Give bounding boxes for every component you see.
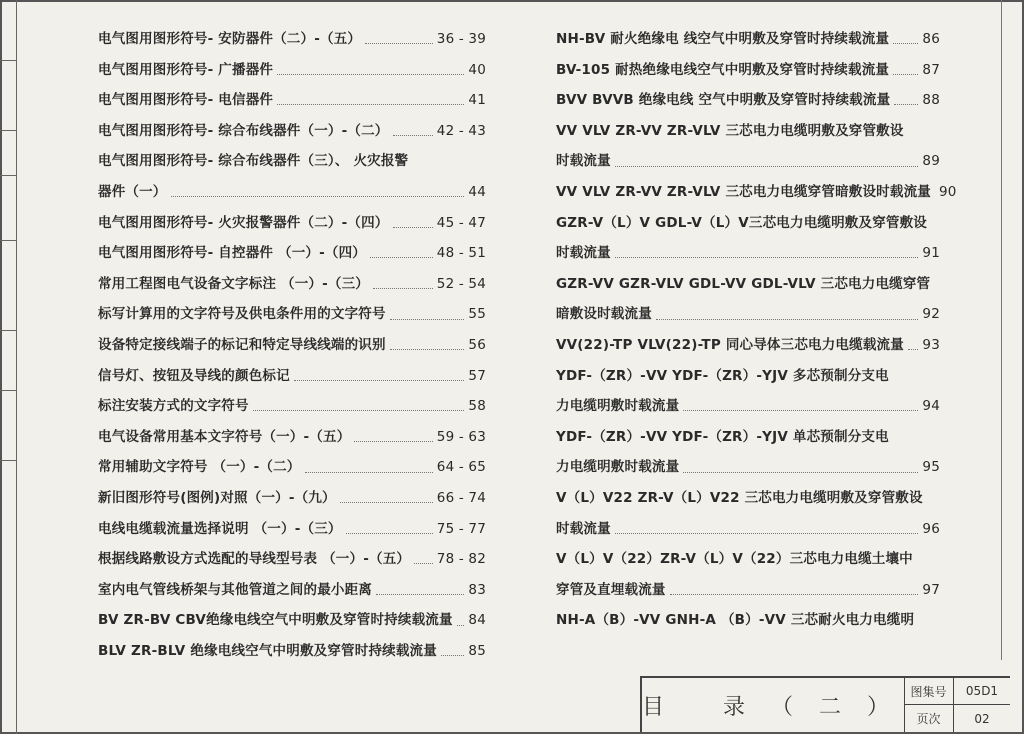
toc-entry-title: 标写计算用的文字符号及供电条件用的文字符号 [98, 306, 386, 323]
toc-entry[interactable] [556, 514, 940, 545]
binding-tick [0, 130, 16, 131]
toc-entry-page: 92 [922, 306, 940, 323]
toc-entry-title: 常用工程图电气设备文字标注 （一）-（三） [98, 275, 370, 292]
toc-entry-page: 40 [468, 61, 486, 78]
toc-left-column [98, 24, 486, 666]
toc-entry-title: 电气图用图形符号- 安防器件（二）-（五） [98, 31, 362, 47]
toc-entry[interactable] [556, 483, 940, 514]
toc-entry[interactable] [556, 544, 940, 575]
title-block [640, 676, 1010, 732]
toc-entry-page: 84 [468, 612, 486, 629]
dot-leader [376, 593, 464, 595]
dot-leader [656, 318, 919, 320]
toc-entry-title: GZR-V（L）V GDL-V（L）V三芯电力电缆明敷及穿管敷设 [556, 214, 927, 231]
toc-entry-page: 91 [922, 245, 940, 262]
toc-entry-title: 电气图用图形符号- 综合布线器件（一）-（二） [98, 122, 389, 139]
dot-leader [615, 532, 919, 534]
page-number-value: 02 [974, 711, 990, 726]
page-number-label: 页次 [904, 705, 954, 732]
toc-entry-title: 电气设备常用基本文字符号（一）-（五） [98, 428, 351, 445]
toc-entry[interactable] [98, 238, 486, 269]
toc-entry-page: 89 [922, 153, 940, 170]
dot-leader [340, 501, 433, 503]
toc-entry[interactable] [98, 575, 486, 606]
toc-entry[interactable] [556, 177, 957, 208]
dot-leader [365, 42, 433, 44]
toc-entry-title: 电气图用图形符号- 火灾报警器件（二）-（四） [98, 214, 389, 231]
toc-entry-title: 电气图用图形符号- 综合布线器件（三）、 火灾报警 [98, 153, 409, 170]
toc-entry[interactable] [98, 636, 486, 667]
toc-entry-title: 时载流量 [556, 520, 611, 537]
toc-entry-page: 52 - 54 [436, 275, 486, 292]
dot-leader [414, 562, 433, 564]
page-title: 目 录（二） [642, 678, 905, 732]
toc-entry[interactable] [556, 55, 940, 86]
dot-leader [277, 73, 464, 75]
toc-entry[interactable] [556, 605, 940, 636]
toc-entry-title: 时载流量 [556, 245, 611, 262]
toc-entry-title: 电气图用图形符号- 自控器件 （一）-（四） [98, 245, 367, 262]
dot-leader [615, 256, 919, 258]
toc-entry-page: 64 - 65 [436, 459, 486, 476]
atlas-number-label: 图集号 [904, 678, 954, 705]
toc-entry-page: 96 [922, 520, 940, 537]
toc-entry[interactable] [556, 575, 940, 606]
toc-entry-title: BV-105 耐热绝缘电线空气中明敷及穿管时持续载流量 [556, 61, 890, 78]
right-margin-line [1001, 0, 1024, 660]
dot-leader [393, 134, 433, 136]
toc-entry[interactable] [98, 269, 486, 300]
toc-right-column [556, 24, 957, 636]
toc-entry-page: 58 [468, 398, 486, 415]
toc-entry-title: YDF-（ZR）-VV YDF-（ZR）-YJV 单芯预制分支电 [556, 428, 889, 445]
dot-leader [894, 103, 918, 105]
toc-entry-title: 电气图用图形符号- 电信器件 [98, 92, 274, 109]
toc-entry-title: 信号灯、按钮及导线的颜色标记 [98, 367, 290, 384]
toc-entry-title: 标注安装方式的文字符号 [98, 398, 249, 415]
toc-entry-page: 59 - 63 [436, 428, 486, 445]
toc-entry-page: 90 [938, 183, 957, 200]
toc-entry[interactable] [98, 605, 486, 636]
toc-entry-page: 48 - 51 [436, 245, 486, 262]
dot-leader [457, 624, 465, 626]
dot-leader [370, 256, 433, 258]
dot-leader [441, 654, 464, 656]
toc-entry[interactable] [556, 330, 940, 361]
toc-entry-page: 86 [922, 31, 940, 47]
dot-leader [277, 103, 464, 105]
dot-leader [893, 42, 918, 44]
toc-entry[interactable] [98, 208, 486, 239]
binding-tick [0, 390, 16, 391]
toc-entry-page: 44 [468, 183, 486, 200]
binding-tick [0, 175, 16, 176]
toc-entry[interactable] [98, 146, 486, 177]
toc-entry-page: 97 [922, 581, 940, 598]
dot-leader [171, 195, 465, 197]
toc-entry-title: 穿管及直埋载流量 [556, 581, 666, 598]
dot-leader [893, 73, 918, 75]
dot-leader [346, 532, 433, 534]
toc-entry-page: 45 - 47 [436, 214, 486, 231]
dot-leader [305, 471, 433, 473]
toc-entry-title: 时载流量 [556, 153, 611, 170]
toc-entry-title: YDF-（ZR）-VV YDF-（ZR）-YJV 多芯预制分支电 [556, 367, 889, 384]
toc-entry-page: 87 [922, 61, 940, 78]
toc-entry-page: 78 - 82 [436, 551, 486, 568]
toc-entry[interactable] [556, 116, 940, 147]
toc-entry-title: 力电缆明敷时载流量 [556, 459, 680, 476]
toc-entry[interactable] [98, 483, 486, 514]
toc-entry-title: VV VLV ZR-VV ZR-VLV 三芯电力电缆明敷及穿管敷设 [556, 122, 904, 139]
binding-margin [0, 0, 17, 734]
toc-entry[interactable] [556, 146, 940, 177]
dot-leader [373, 287, 433, 289]
dot-leader [615, 165, 919, 167]
toc-entry[interactable] [556, 208, 940, 239]
toc-entry-title: 设备特定接线端子的标记和特定导线线端的识别 [98, 336, 386, 353]
toc-entry[interactable] [98, 299, 486, 330]
toc-entry-page: 41 [468, 92, 486, 109]
toc-entry[interactable] [98, 452, 486, 483]
toc-entry-page: 57 [468, 367, 486, 384]
toc-entry-title: VV VLV ZR-VV ZR-VLV 三芯电力电缆穿管暗敷设时载流量 [556, 183, 931, 200]
toc-entry[interactable] [98, 514, 486, 545]
toc-entry-page: 55 [468, 306, 486, 323]
toc-entry-page: 94 [922, 398, 940, 415]
toc-entry-title: VV(22)-TP VLV(22)-TP 同心导体三芯电力电缆载流量 [556, 336, 904, 353]
dot-leader [683, 471, 918, 473]
toc-entry[interactable] [98, 330, 486, 361]
toc-entry[interactable] [556, 24, 940, 55]
toc-entry-title: 常用辅助文字符号 （一）-（二） [98, 459, 301, 476]
toc-entry-page: 56 [468, 336, 486, 353]
toc-entry-title: V（L）V22 ZR-V（L）V22 三芯电力电缆明敷及穿管敷设 [556, 489, 923, 506]
toc-entry-title: 室内电气管线桥架与其他管道之间的最小距离 [98, 581, 372, 598]
toc-entry-page: 42 - 43 [436, 122, 486, 139]
toc-entry-title: 电线电缆载流量选择说明 （一）-（三） [98, 520, 342, 537]
toc-entry-page: 85 [468, 642, 486, 659]
toc-entry-page: 75 - 77 [436, 520, 486, 537]
toc-entry[interactable] [98, 177, 486, 208]
dot-leader [354, 440, 432, 442]
toc-entry[interactable] [98, 24, 486, 55]
dot-leader [683, 409, 918, 411]
toc-entry[interactable] [98, 544, 486, 575]
toc-entry[interactable] [556, 238, 940, 269]
dot-leader [390, 318, 465, 320]
toc-entry[interactable] [556, 422, 940, 453]
dot-leader [294, 379, 465, 381]
dot-leader [670, 593, 919, 595]
binding-tick [0, 60, 16, 61]
toc-entry[interactable] [98, 55, 486, 86]
toc-entry-title: NH-A（B）-VV GNH-A （B）-VV 三芯耐火电力电缆明 [556, 612, 915, 629]
toc-entry-title: 电气图用图形符号- 广播器件 [98, 61, 274, 78]
toc-entry-title: 器件（一） [98, 183, 167, 200]
toc-entry-title: 新旧图形符号(图例)对照（一）-（九） [98, 489, 336, 506]
toc-entry-title: GZR-VV GZR-VLV GDL-VV GDL-VLV 三芯电力电缆穿管 [556, 275, 931, 292]
toc-entry-title: NH-BV 耐火绝缘电 线空气中明敷及穿管时持续载流量 [556, 31, 890, 47]
toc-entry-page: 36 - 39 [436, 31, 486, 47]
binding-tick [0, 460, 16, 461]
toc-entry[interactable] [556, 85, 940, 116]
toc-entry[interactable] [556, 361, 940, 392]
toc-entry-title: 力电缆明敷时载流量 [556, 398, 680, 415]
dot-leader [908, 348, 918, 350]
toc-entry[interactable] [556, 452, 940, 483]
toc-entry[interactable] [556, 299, 940, 330]
toc-entry-title: BVV BVVB 绝缘电线 空气中明敷及穿管时持续载流量 [556, 92, 891, 109]
toc-entry-title: 根据线路敷设方式选配的导线型号表 （一）-（五） [98, 551, 411, 568]
toc-entry[interactable] [556, 391, 940, 422]
toc-entry[interactable] [556, 269, 940, 300]
dot-leader [253, 409, 465, 411]
dot-leader [390, 348, 465, 350]
binding-tick [0, 330, 16, 331]
toc-entry-page: 93 [922, 336, 940, 353]
toc-entry[interactable] [98, 422, 486, 453]
toc-entry-page: 88 [922, 92, 940, 109]
toc-entry-page: 66 - 74 [436, 489, 486, 506]
toc-entry[interactable] [98, 116, 486, 147]
toc-entry-page: 83 [468, 581, 486, 598]
toc-entry-title: BV ZR-BV CBV绝缘电线空气中明敷及穿管时持续载流量 [98, 612, 453, 629]
toc-entry[interactable] [98, 391, 486, 422]
toc-entry-page: 95 [922, 459, 940, 476]
toc-entry[interactable] [98, 361, 486, 392]
toc-entry-title: BLV ZR-BLV 绝缘电线空气中明敷及穿管时持续载流量 [98, 642, 437, 659]
atlas-number-value: 05D1 [954, 678, 1010, 705]
binding-tick [0, 240, 16, 241]
toc-entry[interactable] [98, 85, 486, 116]
toc-entry-title: 暗敷设时载流量 [556, 306, 652, 323]
dot-leader [393, 226, 433, 228]
toc-entry-title: V（L）V（22）ZR-V（L）V（22）三芯电力电缆土壤中 [556, 551, 913, 568]
